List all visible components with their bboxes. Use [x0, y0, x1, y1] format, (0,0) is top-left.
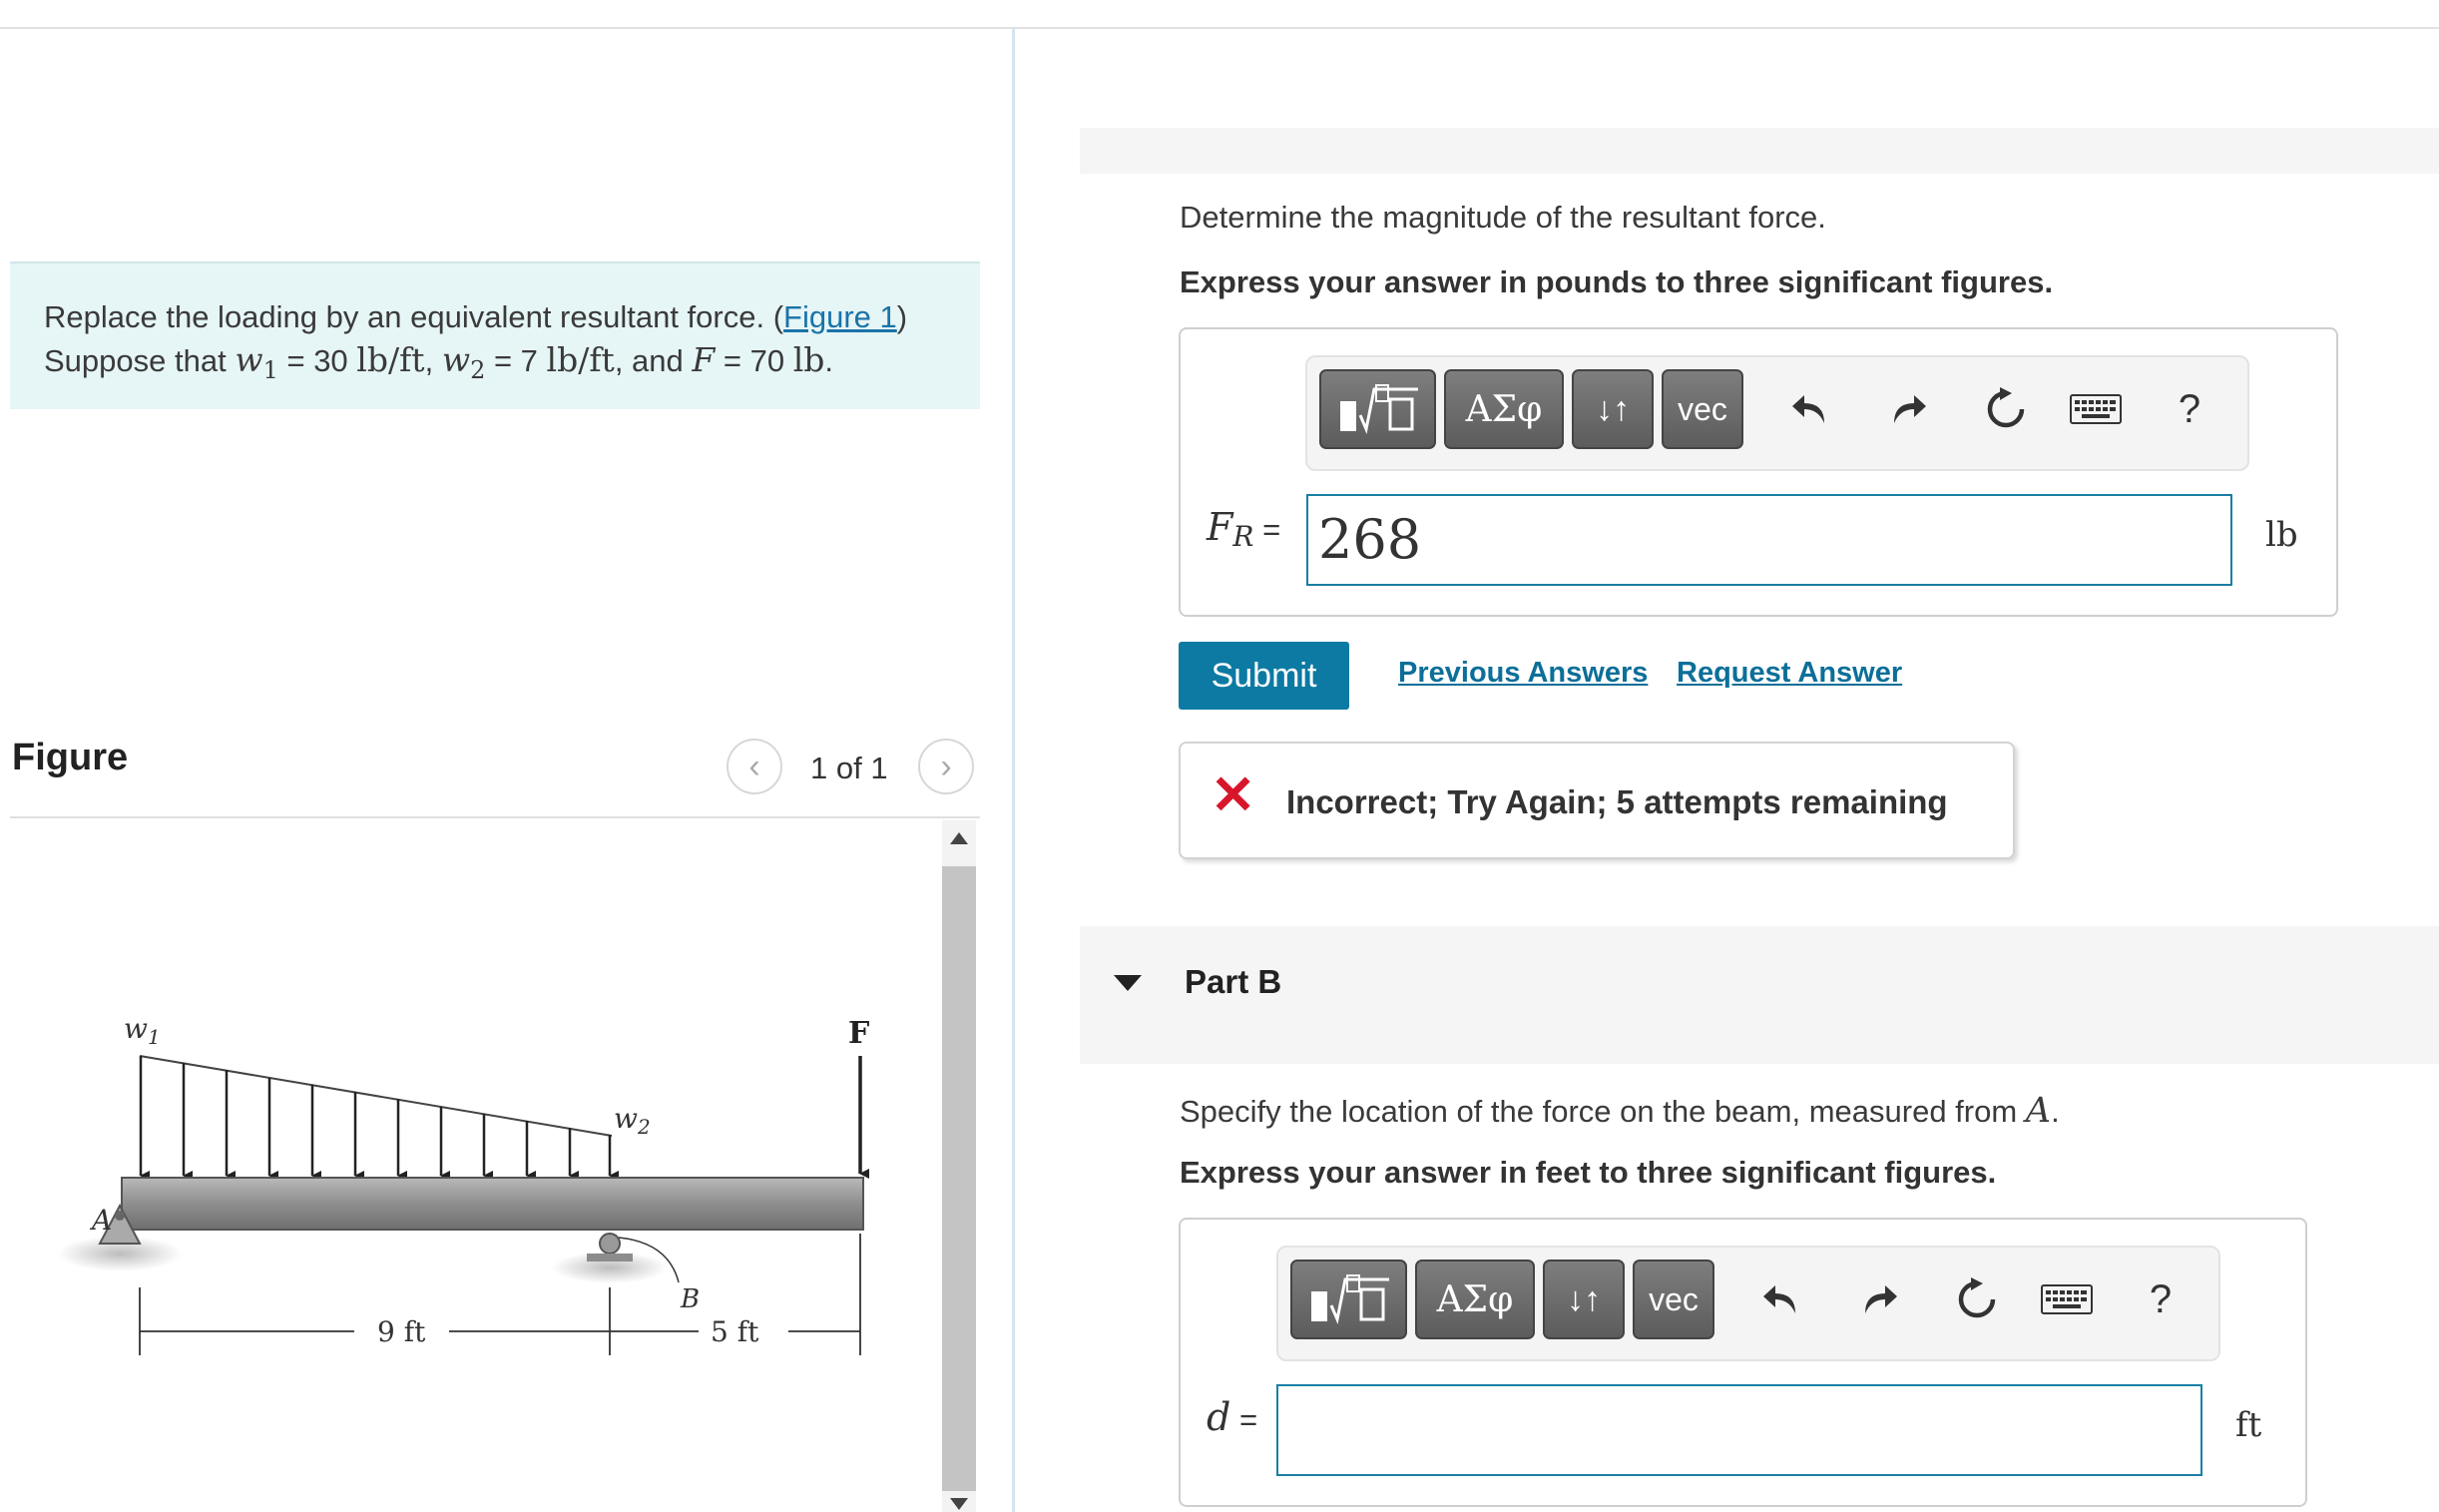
help-icon[interactable]: ?	[2149, 1276, 2173, 1321]
part-a-math-toolbar	[1305, 355, 2249, 471]
figure-prev-button[interactable]	[727, 739, 782, 794]
part-a-instruction: Express your answer in pounds to three significant figures.	[1180, 264, 2054, 299]
part-b-unit: ft	[2235, 1405, 2262, 1445]
request-answer-link[interactable]: Request Answer	[1677, 657, 1903, 689]
part-a-variable-label: $F_R$ =	[1207, 505, 1281, 553]
scroll-up-arrow-icon[interactable]	[950, 832, 968, 844]
templates-button[interactable]	[1290, 1260, 1407, 1339]
scroll-down-arrow-icon[interactable]	[950, 1498, 968, 1510]
part-a-answer-box	[1179, 327, 2338, 617]
collapse-triangle-icon[interactable]	[1114, 975, 1142, 991]
up-down-arrows-icon: ↓↑	[1567, 1279, 1601, 1318]
figure-title: Figure	[12, 737, 129, 778]
subscript-superscript-button[interactable]	[1543, 1260, 1625, 1339]
part-b-label: Part B	[1185, 963, 1282, 1000]
part-b-answer-input[interactable]	[1276, 1384, 2202, 1476]
figure-next-button[interactable]	[918, 739, 974, 794]
part-b-answer-box	[1179, 1218, 2307, 1507]
symbols-button[interactable]: ΑΣφ	[1444, 369, 1564, 449]
figure-link[interactable]: Figure 1	[783, 299, 897, 334]
redo-icon[interactable]	[1880, 379, 1936, 439]
fraction-radical-icon	[1332, 379, 1424, 439]
undo-icon[interactable]	[1782, 379, 1838, 439]
figure-header-divider	[10, 816, 980, 818]
figure-scrollbar-thumb[interactable]	[942, 866, 976, 1491]
load-top-line	[140, 1056, 612, 1136]
problem-statement	[10, 261, 980, 409]
figure-counter: 1 of 1	[810, 751, 888, 785]
force-F-label: F	[848, 1016, 870, 1051]
panel-divider	[1012, 27, 1015, 1512]
beam	[122, 1178, 863, 1230]
keyboard-icon[interactable]	[2039, 1269, 2095, 1329]
symbols-button[interactable]: ΑΣφ	[1415, 1260, 1535, 1339]
point-B-label: B	[681, 1284, 701, 1314]
beam-figure	[60, 998, 898, 1367]
undo-icon[interactable]	[1753, 1269, 1809, 1329]
feedback-box	[1179, 742, 2015, 859]
load-arrows	[141, 1056, 610, 1176]
reset-icon[interactable]	[1949, 1269, 2005, 1329]
reset-icon[interactable]	[1978, 379, 2034, 439]
error-x-icon: ✕	[1211, 765, 1256, 825]
dimension-9ft: 9 ft	[377, 1315, 426, 1348]
part-a-answer-input[interactable]: 268	[1306, 494, 2232, 586]
help-icon[interactable]: ?	[2178, 386, 2201, 431]
feedback-message: Incorrect; Try Again; 5 attempts remaining	[1286, 783, 1948, 820]
part-a-question: Determine the magnitude of the resultant force.	[1180, 200, 1826, 235]
keyboard-icon[interactable]	[2068, 379, 2124, 439]
chevron-left-icon: ‹	[748, 747, 760, 785]
part-b-question: Specify the location of the force on the beam, measured from A.	[1180, 1091, 2060, 1131]
part-a-header-band	[1080, 128, 2439, 174]
part-b-instruction: Express your answer in feet to three significant figures.	[1180, 1155, 1997, 1190]
fraction-radical-icon	[1303, 1269, 1395, 1329]
previous-answers-link[interactable]: Previous Answers	[1398, 657, 1649, 689]
part-b-header[interactable]	[1080, 926, 2439, 1064]
problem-line-1: Replace the loading by an equivalent resultant force. (Figure 1)	[44, 299, 908, 334]
vector-button[interactable]: vec	[1662, 369, 1743, 449]
subscript-superscript-button[interactable]	[1572, 369, 1654, 449]
dimension-5ft: 5 ft	[711, 1315, 759, 1348]
submit-button[interactable]: Submit	[1179, 642, 1349, 710]
chevron-right-icon: ›	[940, 747, 952, 785]
part-b-math-toolbar	[1276, 1246, 2220, 1361]
redo-icon[interactable]	[1851, 1269, 1907, 1329]
vector-button[interactable]: vec	[1633, 1260, 1714, 1339]
up-down-arrows-icon: ↓↑	[1596, 389, 1630, 428]
roller-support-B	[600, 1234, 620, 1254]
part-b-variable-label: d =	[1207, 1395, 1258, 1439]
problem-line-2: Suppose that $w_1 = 30$ lb/ft, $w_2 = 7$ lb/ft, and F = 70 lb.	[44, 340, 834, 385]
point-A-label: A	[92, 1204, 113, 1237]
top-border	[0, 0, 2439, 29]
w2-label: $w_2$	[614, 1102, 651, 1139]
templates-button[interactable]	[1319, 369, 1436, 449]
w1-label: $w_1$	[124, 1012, 161, 1049]
part-a-unit: lb	[2265, 515, 2298, 555]
